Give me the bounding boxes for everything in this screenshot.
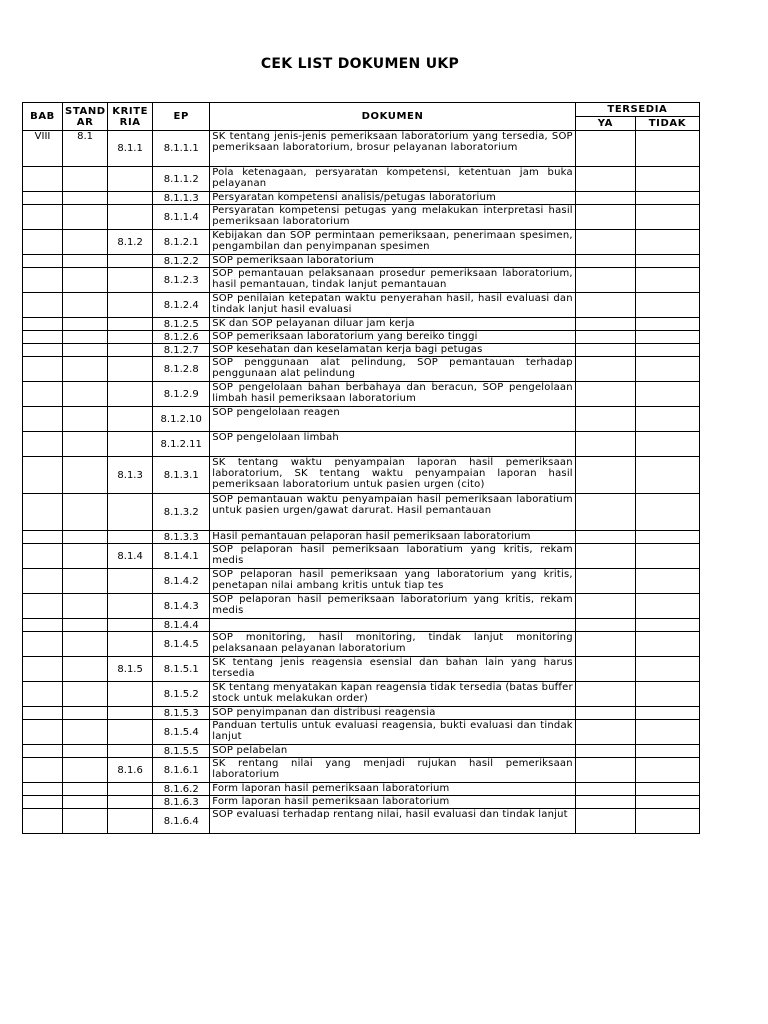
cell-bab	[23, 357, 63, 382]
cell-kriteria	[108, 344, 153, 357]
cell-ep: 8.1.2.3	[153, 268, 210, 293]
cell-kriteria	[108, 357, 153, 382]
checkbox-ya[interactable]	[575, 707, 635, 720]
cell-kriteria	[108, 205, 153, 230]
cell-standar	[63, 255, 108, 268]
checkbox-tidak[interactable]	[635, 531, 699, 544]
cell-bab	[23, 344, 63, 357]
cell-standar	[63, 594, 108, 619]
cell-ep: 8.1.5.4	[153, 720, 210, 745]
cell-dokumen: SOP penyimpanan dan distribusi reagensia	[210, 707, 576, 720]
checkbox-ya[interactable]	[575, 331, 635, 344]
table-row	[23, 657, 700, 682]
cell-dokumen: SOP pemeriksaan laboratorium yang bereiko tinggi	[210, 331, 576, 344]
cell-dokumen: Hasil pemantauan pelaporan hasil pemeriksaan laboratorium	[210, 531, 576, 544]
cell-ep: 8.1.2.4	[153, 293, 210, 318]
checkbox-ya[interactable]	[575, 632, 635, 657]
checkbox-tidak[interactable]	[635, 432, 699, 457]
checkbox-ya[interactable]	[575, 205, 635, 230]
header-ep: EP	[153, 103, 210, 131]
cell-bab	[23, 382, 63, 407]
cell-ep: 8.1.1.4	[153, 205, 210, 230]
cell-ep: 8.1.3.3	[153, 531, 210, 544]
checkbox-ya[interactable]	[575, 432, 635, 457]
table-row	[23, 293, 700, 318]
cell-kriteria	[108, 167, 153, 192]
cell-bab	[23, 569, 63, 594]
checkbox-tidak[interactable]	[635, 707, 699, 720]
cell-kriteria	[108, 745, 153, 758]
cell-kriteria	[108, 720, 153, 745]
cell-bab	[23, 783, 63, 796]
cell-bab	[23, 230, 63, 255]
cell-dokumen: SK tentang waktu penyampaian laporan hasil pemeriksaan laboratorium, SK tentang waktu penyampaian laporan hasil pemeriksaan laboratorium untuk pasien urgen (cito)	[210, 457, 576, 494]
cell-standar	[63, 357, 108, 382]
cell-dokumen: Kebijakan dan SOP permintaan pemeriksaan, penerimaan spesimen, pengambilan dan penyimpanan spesimen	[210, 230, 576, 255]
cell-kriteria	[108, 783, 153, 796]
checkbox-ya[interactable]	[575, 457, 635, 494]
cell-standar	[63, 682, 108, 707]
table-row	[23, 494, 700, 531]
cell-ep: 8.1.2.1	[153, 230, 210, 255]
table-row	[23, 344, 700, 357]
cell-kriteria	[108, 293, 153, 318]
checkbox-ya[interactable]	[575, 682, 635, 707]
checkbox-ya[interactable]	[575, 809, 635, 834]
cell-ep: 8.1.2.10	[153, 407, 210, 432]
cell-ep: 8.1.4.1	[153, 544, 210, 569]
cell-standar	[63, 707, 108, 720]
checkbox-ya[interactable]	[575, 783, 635, 796]
cell-bab	[23, 720, 63, 745]
cell-ep: 8.1.4.3	[153, 594, 210, 619]
cell-bab	[23, 707, 63, 720]
cell-ep: 8.1.1.2	[153, 167, 210, 192]
cell-bab	[23, 167, 63, 192]
cell-kriteria	[108, 432, 153, 457]
cell-standar	[63, 230, 108, 255]
table-row	[23, 809, 700, 834]
cell-bab	[23, 407, 63, 432]
cell-dokumen: SOP monitoring, hasil monitoring, tindak lanjut monitoring pelaksanaan pelayanan laboratorium	[210, 632, 576, 657]
cell-standar	[63, 205, 108, 230]
cell-kriteria	[108, 268, 153, 293]
cell-dokumen: SOP pemantauan pelaksanaan prosedur pemeriksaan laboratorium, hasil pemantauan, tindak lanjut pemantauan	[210, 268, 576, 293]
checkbox-tidak[interactable]	[635, 318, 699, 331]
cell-standar	[63, 531, 108, 544]
cell-dokumen: SOP penilaian ketepatan waktu penyerahan hasil, hasil evaluasi dan tindak lanjut hasil evaluasi	[210, 293, 576, 318]
checkbox-ya[interactable]	[575, 357, 635, 382]
cell-standar	[63, 293, 108, 318]
cell-dokumen: SOP pengelolaan bahan berbahaya dan beracun, SOP pengelolaan limbah hasil pemeriksaan laboratorium	[210, 382, 576, 407]
checkbox-tidak[interactable]	[635, 407, 699, 432]
checkbox-ya[interactable]	[575, 382, 635, 407]
table-row	[23, 569, 700, 594]
checkbox-ya[interactable]	[575, 758, 635, 783]
cell-standar	[63, 657, 108, 682]
checkbox-tidak[interactable]	[635, 293, 699, 318]
cell-standar	[63, 192, 108, 205]
table-row	[23, 682, 700, 707]
cell-standar	[63, 544, 108, 569]
cell-ep: 8.1.2.8	[153, 357, 210, 382]
cell-ep: 8.1.6.2	[153, 783, 210, 796]
table-row	[23, 407, 700, 432]
cell-ep: 8.1.6.4	[153, 809, 210, 834]
checkbox-ya[interactable]	[575, 293, 635, 318]
cell-ep: 8.1.4.5	[153, 632, 210, 657]
cell-dokumen: SOP pelaporan hasil pemeriksaan yang laboratorium yang kritis, penetapan nilai ambang kritis untuk tiap tes	[210, 569, 576, 594]
checkbox-tidak[interactable]	[635, 205, 699, 230]
cell-dokumen: SOP pelabelan	[210, 745, 576, 758]
table-row	[23, 192, 700, 205]
checkbox-tidak[interactable]	[635, 192, 699, 205]
cell-bab	[23, 205, 63, 230]
cell-standar	[63, 569, 108, 594]
cell-kriteria	[108, 382, 153, 407]
cell-bab	[23, 682, 63, 707]
checkbox-tidak[interactable]	[635, 796, 699, 809]
cell-dokumen: SK tentang jenis reagensia esensial dan bahan lain yang harus tersedia	[210, 657, 576, 682]
checkbox-ya[interactable]	[575, 230, 635, 255]
cell-standar	[63, 745, 108, 758]
cell-standar	[63, 382, 108, 407]
table-row	[23, 745, 700, 758]
cell-standar	[63, 407, 108, 432]
cell-kriteria	[108, 331, 153, 344]
table-row	[23, 432, 700, 457]
cell-bab	[23, 494, 63, 531]
cell-kriteria	[108, 192, 153, 205]
checkbox-tidak[interactable]	[635, 331, 699, 344]
checkbox-tidak[interactable]	[635, 657, 699, 682]
checkbox-ya[interactable]	[575, 344, 635, 357]
cell-kriteria	[108, 255, 153, 268]
cell-dokumen: SOP pemantauan waktu penyampaian hasil pemeriksaan laboratium untuk pasien urgen/gawat darurat. Hasil pemantauan	[210, 494, 576, 531]
checkbox-ya[interactable]	[575, 531, 635, 544]
checkbox-ya[interactable]	[575, 192, 635, 205]
cell-bab	[23, 255, 63, 268]
checkbox-ya[interactable]	[575, 657, 635, 682]
table-row	[23, 632, 700, 657]
cell-standar	[63, 268, 108, 293]
cell-dokumen: SK rentang nilai yang menjadi rujukan hasil pemeriksaan laboratorium	[210, 758, 576, 783]
cell-dokumen: Form laporan hasil pemeriksaan laboratorium	[210, 796, 576, 809]
cell-ep: 8.1.5.3	[153, 707, 210, 720]
cell-bab	[23, 809, 63, 834]
cell-standar	[63, 344, 108, 357]
checkbox-ya[interactable]	[575, 745, 635, 758]
cell-dokumen: SOP kesehatan dan keselamatan kerja bagi petugas	[210, 344, 576, 357]
table-row	[23, 783, 700, 796]
cell-ep: 8.1.2.6	[153, 331, 210, 344]
cell-dokumen	[210, 619, 576, 632]
cell-kriteria	[108, 531, 153, 544]
checkbox-tidak[interactable]	[635, 131, 699, 167]
header-tidak: TIDAK	[635, 117, 699, 131]
cell-kriteria	[108, 407, 153, 432]
cell-dokumen: Form laporan hasil pemeriksaan laboratorium	[210, 783, 576, 796]
checkbox-ya[interactable]	[575, 544, 635, 569]
checkbox-ya[interactable]	[575, 255, 635, 268]
checkbox-tidak[interactable]	[635, 758, 699, 783]
header-standar: STAND AR	[63, 103, 108, 131]
cell-kriteria	[108, 796, 153, 809]
checkbox-tidak[interactable]	[635, 745, 699, 758]
cell-kriteria	[108, 569, 153, 594]
cell-ep: 8.1.2.11	[153, 432, 210, 457]
checkbox-ya[interactable]	[575, 167, 635, 192]
checkbox-tidak[interactable]	[635, 382, 699, 407]
cell-kriteria	[108, 494, 153, 531]
cell-kriteria: 8.1.5	[108, 657, 153, 682]
cell-standar	[63, 318, 108, 331]
cell-bab	[23, 594, 63, 619]
header-ya: YA	[575, 117, 635, 131]
cell-kriteria	[108, 707, 153, 720]
table-row	[23, 205, 700, 230]
checklist-rows	[23, 131, 700, 834]
checkbox-ya[interactable]	[575, 594, 635, 619]
checkbox-ya[interactable]	[575, 318, 635, 331]
cell-ep: 8.1.6.3	[153, 796, 210, 809]
header-bab: BAB	[23, 103, 63, 131]
table-row	[23, 619, 700, 632]
cell-ep: 8.1.1.3	[153, 192, 210, 205]
checkbox-ya[interactable]	[575, 494, 635, 531]
header-dokumen: DOKUMEN	[210, 103, 576, 131]
table-row	[23, 796, 700, 809]
cell-ep: 8.1.5.1	[153, 657, 210, 682]
checklist-table	[22, 102, 700, 834]
cell-bab	[23, 531, 63, 544]
cell-dokumen: SOP pengelolaan reagen	[210, 407, 576, 432]
checkbox-tidak[interactable]	[635, 494, 699, 531]
cell-dokumen: SOP evaluasi terhadap rentang nilai, hasil evaluasi dan tindak lanjut	[210, 809, 576, 834]
cell-bab	[23, 796, 63, 809]
cell-ep: 8.1.2.9	[153, 382, 210, 407]
checkbox-tidak[interactable]	[635, 230, 699, 255]
checkbox-tidak[interactable]	[635, 268, 699, 293]
cell-bab	[23, 268, 63, 293]
checkbox-tidak[interactable]	[635, 357, 699, 382]
cell-standar	[63, 809, 108, 834]
checkbox-tidak[interactable]	[635, 457, 699, 494]
table-row	[23, 457, 700, 494]
cell-bab	[23, 457, 63, 494]
cell-kriteria	[108, 682, 153, 707]
cell-kriteria	[108, 594, 153, 619]
cell-dokumen: SOP penggunaan alat pelindung, SOP pemantauan terhadap penggunaan alat pelindung	[210, 357, 576, 382]
table-row	[23, 382, 700, 407]
cell-standar	[63, 167, 108, 192]
table-row	[23, 544, 700, 569]
cell-standar	[63, 432, 108, 457]
cell-ep: 8.1.3.1	[153, 457, 210, 494]
checkbox-tidak[interactable]	[635, 167, 699, 192]
checkbox-tidak[interactable]	[635, 594, 699, 619]
table-row	[23, 594, 700, 619]
cell-kriteria	[108, 809, 153, 834]
cell-dokumen: SK tentang menyatakan kapan reagensia tidak tersedia (batas buffer stock untuk melakukan order)	[210, 682, 576, 707]
cell-dokumen: Pola ketenagaan, persyaratan kompetensi, ketentuan jam buka pelayanan	[210, 167, 576, 192]
table-row	[23, 720, 700, 745]
cell-dokumen: Panduan tertulis untuk evaluasi reagensia, bukti evaluasi dan tindak lanjut	[210, 720, 576, 745]
checkbox-tidak[interactable]	[635, 344, 699, 357]
checkbox-tidak[interactable]	[635, 255, 699, 268]
checkbox-ya[interactable]	[575, 796, 635, 809]
cell-bab	[23, 758, 63, 783]
cell-bab	[23, 192, 63, 205]
cell-ep: 8.1.2.7	[153, 344, 210, 357]
table-row	[23, 758, 700, 783]
header-tersedia: TERSEDIA	[575, 103, 699, 117]
cell-bab	[23, 318, 63, 331]
page-title: CEK LIST DOKUMEN UKP	[260, 56, 460, 72]
cell-kriteria: 8.1.6	[108, 758, 153, 783]
checkbox-tidak[interactable]	[635, 682, 699, 707]
checkbox-tidak[interactable]	[635, 619, 699, 632]
cell-kriteria	[108, 632, 153, 657]
table-row	[23, 255, 700, 268]
table-row	[23, 230, 700, 255]
cell-kriteria: 8.1.3	[108, 457, 153, 494]
cell-ep: 8.1.6.1	[153, 758, 210, 783]
cell-ep: 8.1.5.5	[153, 745, 210, 758]
cell-kriteria	[108, 619, 153, 632]
cell-standar	[63, 632, 108, 657]
checkbox-tidak[interactable]	[635, 632, 699, 657]
cell-kriteria: 8.1.4	[108, 544, 153, 569]
table-row	[23, 707, 700, 720]
table-row	[23, 167, 700, 192]
cell-bab	[23, 745, 63, 758]
checkbox-tidak[interactable]	[635, 544, 699, 569]
cell-bab	[23, 331, 63, 344]
cell-ep: 8.1.4.4	[153, 619, 210, 632]
checkbox-ya[interactable]	[575, 569, 635, 594]
cell-ep: 8.1.2.2	[153, 255, 210, 268]
cell-dokumen: Persyaratan kompetensi petugas yang melakukan interpretasi hasil pemeriksaan laboratorium	[210, 205, 576, 230]
table-row	[23, 531, 700, 544]
checkbox-ya[interactable]	[575, 268, 635, 293]
cell-standar: 8.1	[63, 131, 108, 167]
table-row	[23, 331, 700, 344]
cell-kriteria: 8.1.1	[108, 131, 153, 167]
checkbox-ya[interactable]	[575, 131, 635, 167]
checkbox-ya[interactable]	[575, 720, 635, 745]
cell-dokumen: SK tentang jenis-jenis pemeriksaan laboratorium yang tersedia, SOP pemeriksaan laboratorium, brosur pelayanan laboratorium	[210, 131, 576, 167]
cell-standar	[63, 619, 108, 632]
cell-dokumen: Persyaratan kompetensi analisis/petugas laboratorium	[210, 192, 576, 205]
checkbox-ya[interactable]	[575, 619, 635, 632]
cell-dokumen: SOP pelaporan hasil pemeriksaan laboratorium yang kritis, rekam medis	[210, 594, 576, 619]
cell-bab	[23, 432, 63, 457]
cell-dokumen: SOP pemeriksaan laboratorium	[210, 255, 576, 268]
cell-standar	[63, 796, 108, 809]
cell-bab	[23, 657, 63, 682]
checkbox-tidak[interactable]	[635, 720, 699, 745]
cell-ep: 8.1.4.2	[153, 569, 210, 594]
cell-ep: 8.1.1.1	[153, 131, 210, 167]
header-kriteria: KRITE RIA	[108, 103, 153, 131]
table-row	[23, 131, 700, 167]
cell-bab	[23, 619, 63, 632]
cell-bab	[23, 544, 63, 569]
cell-ep: 8.1.5.2	[153, 682, 210, 707]
cell-bab	[23, 293, 63, 318]
cell-ep: 8.1.3.2	[153, 494, 210, 531]
cell-standar	[63, 331, 108, 344]
cell-standar	[63, 758, 108, 783]
cell-ep: 8.1.2.5	[153, 318, 210, 331]
checkbox-tidak[interactable]	[635, 783, 699, 796]
cell-standar	[63, 783, 108, 796]
cell-kriteria: 8.1.2	[108, 230, 153, 255]
cell-dokumen: SK dan SOP pelayanan diluar jam kerja	[210, 318, 576, 331]
table-row	[23, 268, 700, 293]
table-row	[23, 357, 700, 382]
checkbox-ya[interactable]	[575, 407, 635, 432]
checkbox-tidak[interactable]	[635, 809, 699, 834]
cell-standar	[63, 457, 108, 494]
cell-bab	[23, 632, 63, 657]
checkbox-tidak[interactable]	[635, 569, 699, 594]
cell-standar	[63, 494, 108, 531]
cell-dokumen: SOP pelaporan hasil pemeriksaan laboratium yang kritis, rekam medis	[210, 544, 576, 569]
cell-standar	[63, 720, 108, 745]
cell-dokumen: SOP pengelolaan limbah	[210, 432, 576, 457]
cell-bab: VIII	[23, 131, 63, 167]
cell-kriteria	[108, 318, 153, 331]
table-row	[23, 318, 700, 331]
